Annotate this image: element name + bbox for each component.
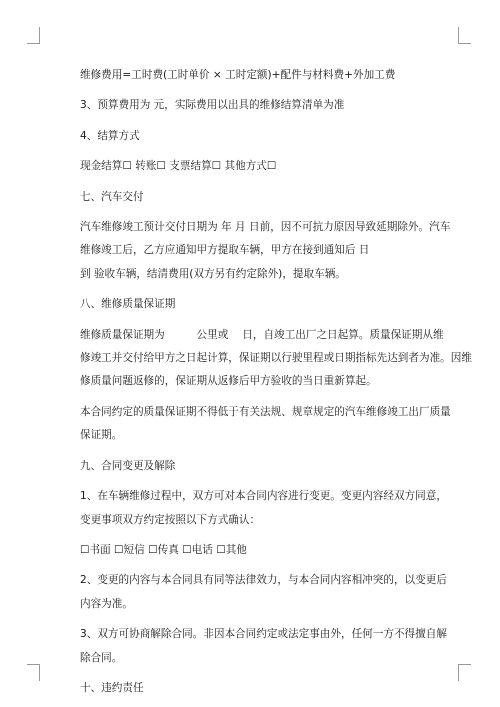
text-line: 除合同。 [80, 651, 123, 664]
crop-mark-top-left [27, 27, 40, 44]
text-line: 内容为准。 [80, 597, 133, 610]
document-body [80, 64, 472, 700]
text-line: 七、汽车交付 [80, 190, 144, 203]
text-line: 3、双方可协商解除合同。非因本合同约定或法定事由外，任何一方不得擅自解 [80, 628, 447, 641]
text-line: 汽车维修竣工预计交付日期为 年 月 日前，因不可抗力原因导致延期除外。汽车 [80, 221, 451, 234]
text-line: 到 验收车辆，结清费用(双方另有约定除外)，提取车辆。 [80, 267, 346, 280]
crop-mark-bottom-right [458, 664, 471, 681]
text-line: 修竣工并交付给甲方之日起计算，保证期以行驶里程或日期指标先达到者为准。因维 [80, 352, 472, 365]
text-line: 十、违约责任 [80, 681, 144, 694]
text-line: 维修竣工后，乙方应通知甲方提取车辆，甲方在接到通知后 日 [80, 244, 370, 257]
crop-mark-bottom-left [27, 664, 40, 681]
text-line: 4、结算方式 [80, 129, 140, 142]
text-line: 1、在车辆维修过程中，双方可对本合同内容进行变更。变更内容经双方同意， [80, 490, 447, 503]
text-line: 3、预算费用为 元，实际费用以出具的维修结算清单为准 [80, 99, 345, 112]
text-line: 维修费用=工时费(工时单价 × 工时定额)+配件与材料费+外加工费 [80, 69, 396, 81]
text-line: 现金结算☐ 转账☐ 支票结算☐ 其他方式☐ [80, 160, 277, 173]
crop-mark-top-right [458, 27, 471, 44]
text-line: 本合同约定的质量保证期不得低于有关法规、规章规定的汽车维修竣工出厂质量 [80, 405, 451, 418]
text-line: 修质量问题返修的，保证期从返修后甲方验收的当日重新算起。 [80, 375, 377, 388]
text-line: 八、维修质量保证期 [80, 298, 176, 311]
text-line: ☐书面 ☐短信 ☐传真 ☐电话 ☐其他 [80, 543, 247, 556]
text-line: 维修质量保证期为 公里或 日，自竣工出厂之日起算。质量保证期从维 [80, 328, 444, 341]
text-line: 保证期。 [80, 429, 123, 442]
text-line: 变更事项双方约定按照以下方式确认： [80, 513, 261, 526]
text-line: 2、变更的内容与本合同具有同等法律效力，与本合同内容相冲突的，以变更后 [80, 574, 447, 587]
text-line: 九、合同变更及解除 [80, 459, 176, 472]
